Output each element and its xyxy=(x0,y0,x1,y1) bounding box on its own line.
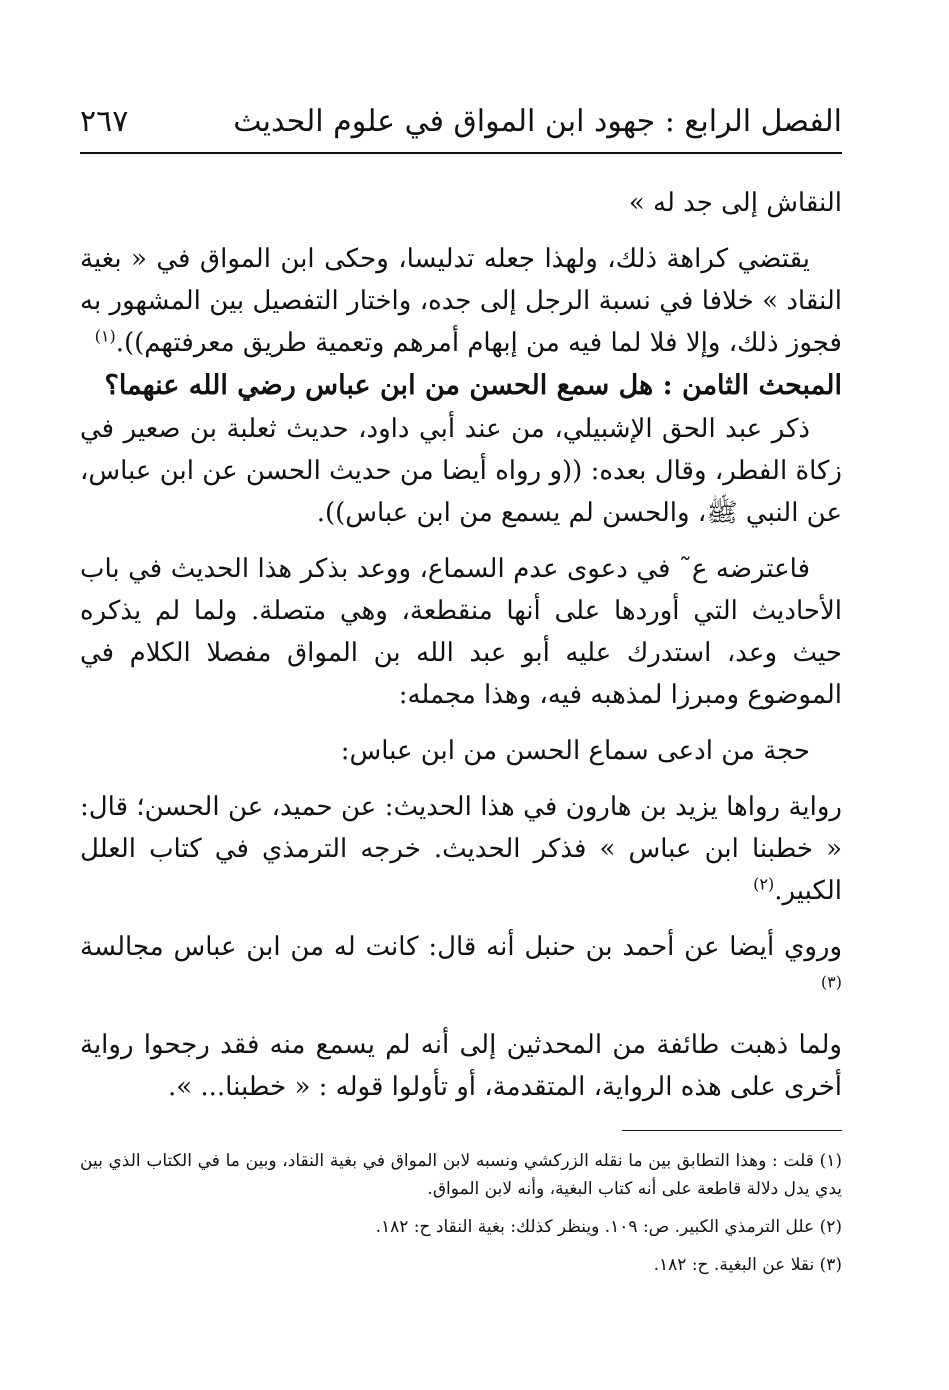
paragraph-argument-title: حجة من ادعى سماع الحسن من ابن عباس: xyxy=(340,736,810,766)
running-header xyxy=(80,100,842,148)
footnote-rule xyxy=(622,1130,842,1131)
footnote-ref-3: (٣) xyxy=(820,972,842,992)
paragraph-text: رواية رواها يزيد بن هارون في هذا الحديث: عن حميد، عن الحسن؛ قال: « خطبنا ابن عباس » فذكر الحديث. خرجه الترمذي في كتاب العلل الكبير. xyxy=(80,792,842,906)
footnote-ref-2: (٢) xyxy=(753,874,775,894)
footnote-3: (٣) نقلا عن البغية. ح: ١٨٢. xyxy=(653,1255,842,1275)
paragraph-zarkashi-quote xyxy=(80,238,842,364)
paragraph-text: يقتضي كراهة ذلك، ولهذا جعله تدليسا، وحكى ابن المواق في « بغية النقاد » خلافا في نسبة الرجل إلى جده، واختار التفصيل بين المشهور به فجوز ذلك، وإلا فلا لما فيه من إبهام أمرهم وتعمية طريق معرفتهم)). xyxy=(80,244,842,358)
footnote-2: (٢) علل الترمذي الكبير. ص: ١٠٩. وينظر كذلك: بغية النقاد ح: ١٨٢. xyxy=(375,1217,842,1237)
paragraph-objection: فاعترضه ع˜ في دعوى عدم السماع، ووعد بذكر هذا الحديث في باب الأحاديث التي أوردها على أنها منقطعة، وهي متصلة. ولما لم يذكره حيث وعد، استدرك عليه أبو عبد الله بن المواق مفصلا الكلام في الموضوع ومبرزا لمذهبه فيه، وهذا مجمله: xyxy=(80,554,842,710)
page-number: ٢٦٧ xyxy=(80,104,129,139)
paragraph-yazid-narration xyxy=(80,786,842,912)
paragraph-continuation: النقاش إلى جد له » xyxy=(628,188,842,218)
footnote-text: قلت : وهذا التطابق بين ما نقله الزركشي ونسبه لابن المواق في بغية النقاد، وبين ما في الكتاب الذي بين يدي يدل دلالة قاطعة على أنه كتاب البغية، وأنه لابن المواق. xyxy=(80,1151,842,1199)
section-heading: المبحث الثامن : هل سمع الحسن من ابن عباس رضي الله عنهما؟ xyxy=(104,370,842,401)
footnote-1 xyxy=(80,1147,842,1203)
paragraph-abd-alhaq: ذكر عبد الحق الإشبيلي، من عند أبي داود، حديث ثعلبة بن صعير في زكاة الفطر، وقال بعده: ((و رواه أيضا من حديث الحسن عن ابن عباس، عن النبي ﷺ، والحسن لم يسمع من ابن عباس)). xyxy=(80,414,842,528)
paragraph-text: وروي أيضا عن أحمد بن حنبل أنه قال: كانت له من ابن عباس مجالسة xyxy=(80,932,842,962)
chapter-title: الفصل الرابع : جهود ابن المواق في علوم الحديث xyxy=(233,104,842,139)
paragraph-ahmad-narration xyxy=(80,926,842,1010)
footnotes xyxy=(80,1147,842,1279)
paragraph-counter-view: ولما ذهبت طائفة من المحدثين إلى أنه لم يسمع منه فقد رجحوا رواية أخرى على هذه الرواية، المتقدمة، أو تأولوا قوله : « خطبنا... ». xyxy=(80,1030,842,1102)
footnote-ref-1: (١) xyxy=(94,326,116,346)
footnote-number: (١) xyxy=(819,1151,843,1171)
book-page xyxy=(80,100,842,1289)
header-rule xyxy=(80,152,842,154)
